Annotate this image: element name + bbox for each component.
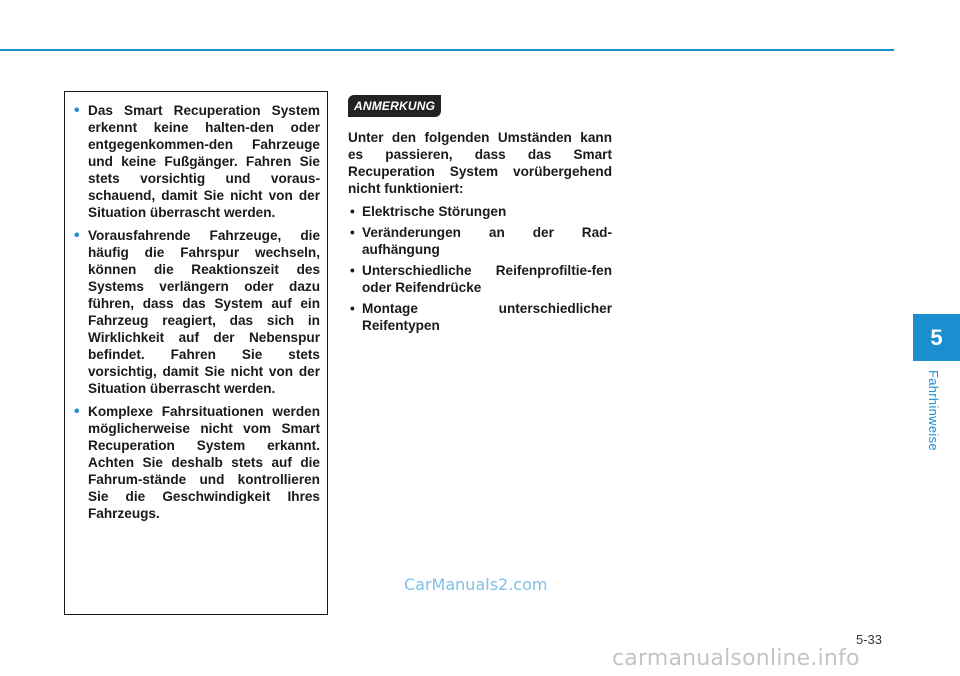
- note-badge: ANMERKUNG: [348, 95, 441, 117]
- note-item: [348, 262, 612, 296]
- note-item: [348, 224, 612, 258]
- bullet-icon: •: [350, 225, 355, 240]
- watermark-carmanuals2[interactable]: CarManuals2.com: [404, 575, 548, 594]
- page-number: 5-33: [856, 632, 883, 647]
- header-rule: [0, 49, 894, 51]
- note-item: [348, 203, 612, 220]
- note-item-text: Veränderungen an der Rad-aufhängung: [362, 225, 612, 257]
- note-item: [348, 300, 612, 334]
- note-item-text: Unterschiedliche Reifenprofiltie-fen oder Reifendrücke: [362, 263, 612, 295]
- bullet-icon: •: [350, 301, 355, 316]
- bullet-icon: •: [74, 227, 80, 244]
- warning-list: [74, 102, 320, 522]
- warning-item-text: Komplexe Fahrsituationen werden möglicherweise nicht vom Smart Recuperation System erkannt. Achten Sie deshalb stets auf die Fahrum-stände und kontrollieren Sie die Geschwindigkeit Ihres Fahrzeugs.: [88, 404, 320, 521]
- note-item-text: Elektrische Störungen: [362, 204, 507, 219]
- bullet-icon: •: [74, 102, 80, 119]
- warning-item: [74, 227, 320, 397]
- chapter-label: Fahrhinweise: [926, 370, 941, 451]
- warning-item: [74, 403, 320, 522]
- warning-box: [64, 91, 328, 615]
- bullet-icon: •: [350, 204, 355, 219]
- warning-item-text: Das Smart Recuperation System erkennt keine halten-den oder entgegenkommen-den Fahrzeuge und keine Fußgänger. Fahren Sie stets vorsichtig und voraus-schauend, damit Sie nicht von der Situation überrascht werden.: [88, 103, 320, 220]
- chapter-tab[interactable]: [913, 314, 960, 361]
- warning-item-text: Vorausfahrende Fahrzeuge, die häufig die Fahrspur wechseln, können die Reaktionszeit des Systems verlängern oder dazu führen, dass das System auf ein Fahrzeug reagiert, das sich in Wirklichkeit auf der Nebenspur befindet. Fahren Sie stets vorsichtig, damit Sie nicht von der Situation überrascht werden.: [88, 228, 320, 396]
- note-section: [348, 95, 612, 338]
- bullet-icon: •: [350, 263, 355, 278]
- watermark-carmanualsonline[interactable]: carmanualsonline.info: [612, 646, 860, 671]
- bullet-icon: •: [74, 403, 80, 420]
- note-list: [348, 203, 612, 334]
- note-intro: Unter den folgenden Umständen kann es passieren, dass das Smart Recuperation System vorübergehend nicht funktioniert:: [348, 130, 612, 196]
- note-item-text: Montage unterschiedlicher Reifentypen: [362, 301, 612, 333]
- chapter-number: 5: [930, 324, 943, 350]
- warning-item: [74, 102, 320, 221]
